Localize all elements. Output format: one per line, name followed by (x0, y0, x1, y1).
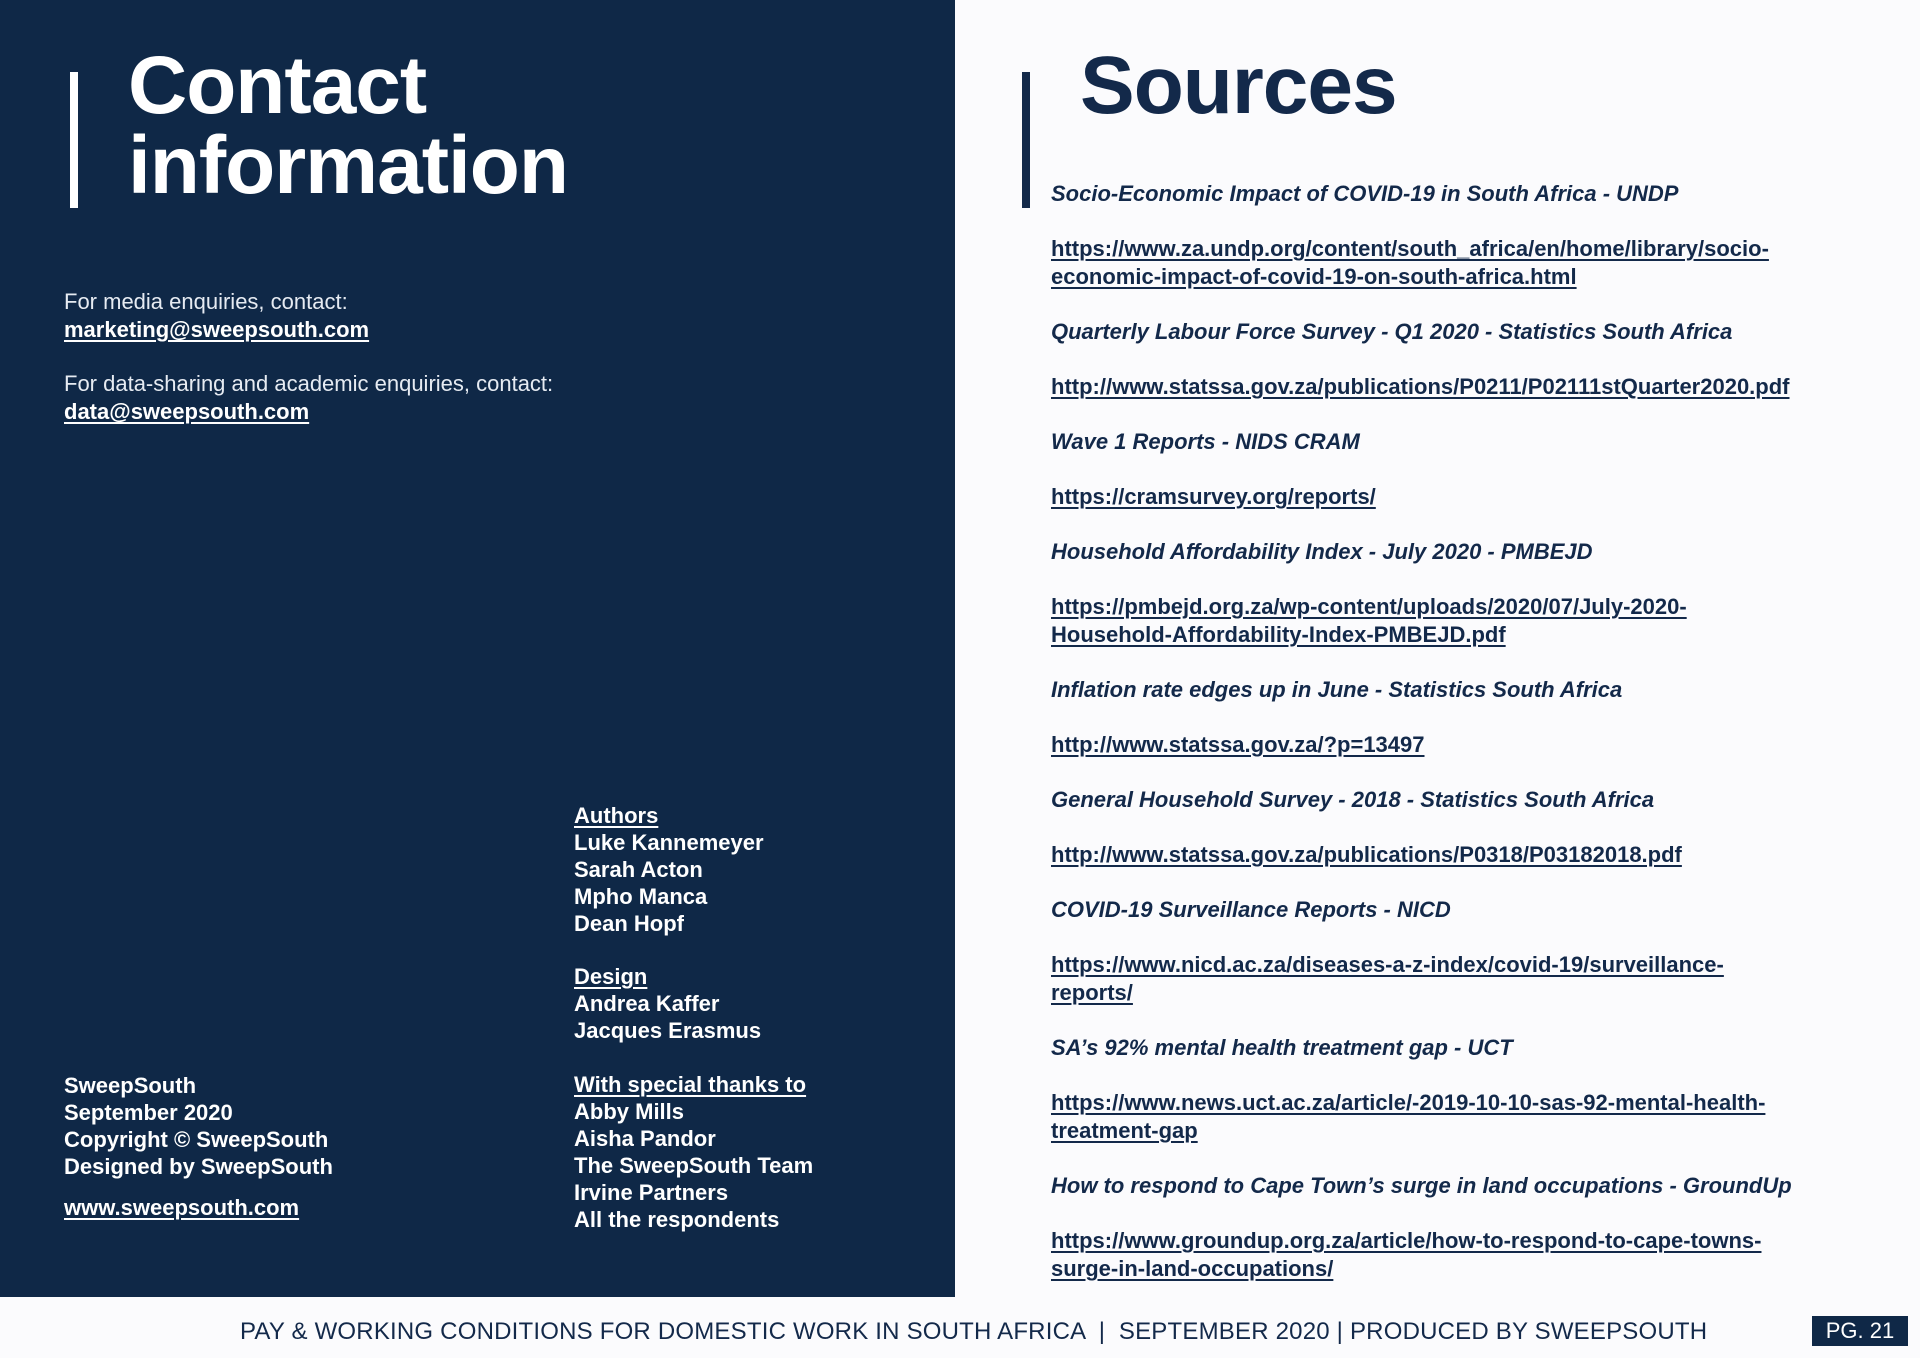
source-title: Household Affordability Index - July 2020 - PMBEJD (1051, 539, 1593, 564)
source-item (1051, 428, 1871, 511)
source-link[interactable]: https://www.groundup.org.za/article/how-to-respond-to-cape-towns- surge-in-land-occupations/ (1051, 1228, 1762, 1281)
media-enquiry (64, 288, 369, 344)
data-enquiry (64, 370, 553, 426)
author-name: Luke Kannemeyer (574, 830, 764, 855)
source-link[interactable]: https://www.za.undp.org/content/south_africa/en/home/library/socio- economic-impact-of-covid-19-on-south-africa.html (1051, 236, 1769, 289)
thanks-name: Irvine Partners (574, 1180, 729, 1205)
source-title: SA’s 92% mental health treatment gap - UCT (1051, 1035, 1513, 1060)
source-title: Inflation rate edges up in June - Statistics South Africa (1051, 677, 1623, 702)
contact-heading: Contact information (128, 40, 568, 211)
authors-title: Authors (574, 803, 659, 828)
company-line: Designed by SweepSouth (64, 1154, 333, 1179)
source-item (1051, 538, 1871, 649)
source-link[interactable]: https://cramsurvey.org/reports/ (1051, 484, 1376, 509)
source-link[interactable]: http://www.statssa.gov.za/publications/P0318/P03182018.pdf (1051, 842, 1682, 867)
media-enquiry-label: For media enquiries, contact: (64, 289, 348, 314)
author-name: Dean Hopf (574, 911, 684, 936)
data-enquiry-label: For data-sharing and academic enquiries, contact: (64, 371, 554, 396)
source-link[interactable]: http://www.statssa.gov.za/publications/P0211/P02111stQuarter2020.pdf (1051, 374, 1790, 399)
source-item (1051, 1172, 1871, 1283)
source-title: Quarterly Labour Force Survey - Q1 2020 - Statistics South Africa (1051, 319, 1733, 344)
source-link[interactable]: https://www.nicd.ac.za/diseases-a-z-index/covid-19/surveillance- reports/ (1051, 952, 1724, 1005)
source-link[interactable]: https://pmbejd.org.za/wp-content/uploads/2020/07/July-2020- Household-Affordability-Index-PMBEJD.pdf (1051, 594, 1687, 647)
source-item (1051, 676, 1871, 759)
source-link[interactable]: http://www.statssa.gov.za/?p=13497 (1051, 732, 1425, 757)
thanks-title: With special thanks to (574, 1072, 807, 1097)
page-footer: PAY & WORKING CONDITIONS FOR DOMESTIC WORK IN SOUTH AFRICA | SEPTEMBER 2020 | PRODUCED BY SWEEPSOUTH (240, 1318, 1708, 1345)
thanks-section (574, 1071, 813, 1233)
thanks-name: The SweepSouth Team (574, 1153, 814, 1178)
author-name: Mpho Manca (574, 884, 708, 909)
heading-accent-bar (70, 72, 78, 208)
source-title: General Household Survey - 2018 - Statistics South Africa (1051, 787, 1655, 812)
thanks-name: Aisha Pandor (574, 1126, 716, 1151)
media-email-link[interactable]: marketing@sweepsouth.com (64, 317, 370, 342)
company-info (64, 1072, 333, 1221)
thanks-name: Abby Mills (574, 1099, 685, 1124)
designer-name: Andrea Kaffer (574, 991, 720, 1016)
sources-heading: Sources (1080, 40, 1397, 131)
sources-accent-bar (1022, 72, 1030, 208)
authors-section (574, 802, 764, 937)
design-title: Design (574, 964, 648, 989)
source-item (1051, 786, 1871, 869)
source-item (1051, 896, 1871, 1007)
source-item (1051, 180, 1871, 291)
designer-name: Jacques Erasmus (574, 1018, 762, 1043)
source-item (1051, 1034, 1871, 1145)
thanks-name: All the respondents (574, 1207, 780, 1232)
source-title: COVID-19 Surveillance Reports - NICD (1051, 897, 1451, 922)
source-title: How to respond to Cape Town’s surge in land occupations - GroundUp (1051, 1173, 1792, 1198)
company-line: SweepSouth (64, 1073, 197, 1098)
source-link[interactable]: https://www.news.uct.ac.za/article/-2019-10-10-sas-92-mental-health- treatment-gap (1051, 1090, 1766, 1143)
page-number-badge: PG. 21 (1812, 1316, 1908, 1346)
design-section (574, 963, 761, 1044)
source-title: Wave 1 Reports - NIDS CRAM (1051, 429, 1360, 454)
contact-panel (0, 0, 955, 1297)
source-item (1051, 318, 1871, 401)
author-name: Sarah Acton (574, 857, 703, 882)
company-line: Copyright © SweepSouth (64, 1127, 329, 1152)
company-line: September 2020 (64, 1100, 233, 1125)
data-email-link[interactable]: data@sweepsouth.com (64, 399, 310, 424)
source-title: Socio-Economic Impact of COVID-19 in South Africa - UNDP (1051, 181, 1679, 206)
website-link[interactable]: www.sweepsouth.com (64, 1195, 300, 1220)
sources-list (1051, 180, 1871, 1310)
